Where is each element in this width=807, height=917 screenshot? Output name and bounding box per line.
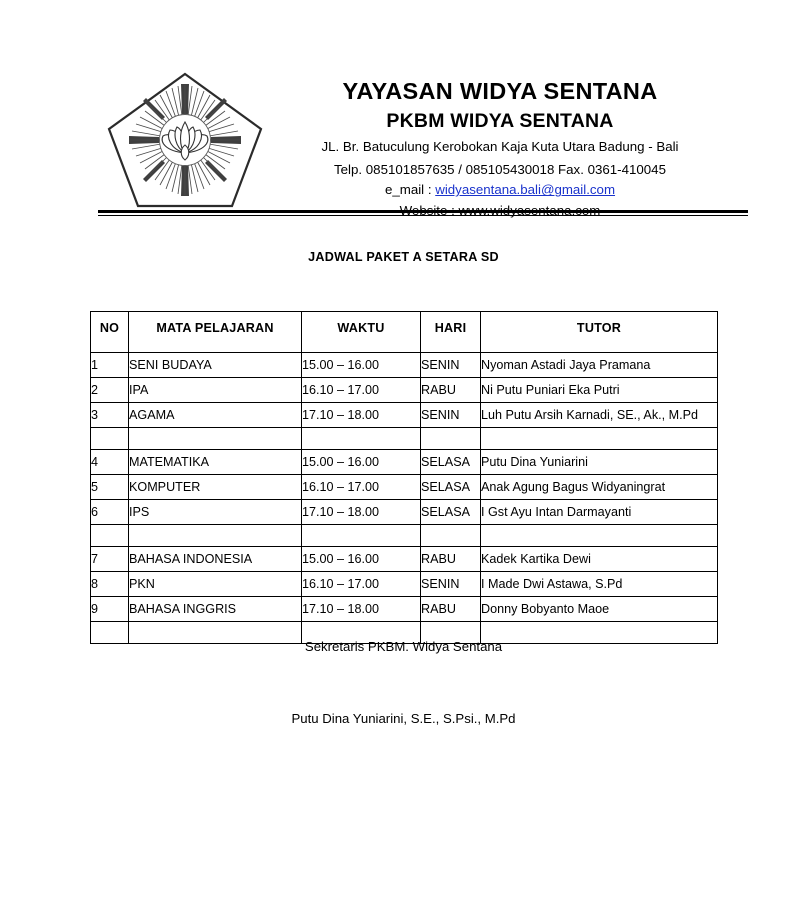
cell-tutor: Donny Bobyanto Maoe bbox=[481, 597, 718, 622]
cell-subject: PKN bbox=[129, 572, 302, 597]
cell-tutor bbox=[481, 525, 718, 547]
column-header-waktu: WAKTU bbox=[302, 312, 421, 353]
table-spacer-row bbox=[91, 428, 718, 450]
cell-subject: AGAMA bbox=[129, 403, 302, 428]
cell-subject: BAHASA INGGRIS bbox=[129, 597, 302, 622]
document-title: JADWAL PAKET A SETARA SD bbox=[308, 250, 499, 264]
cell-day: RABU bbox=[421, 597, 481, 622]
institution-name: PKBM WIDYA SENTANA bbox=[386, 109, 614, 132]
cell-subject: KOMPUTER bbox=[129, 475, 302, 500]
cell-subject: MATEMATIKA bbox=[129, 450, 302, 475]
cell-no bbox=[91, 428, 129, 450]
email-link[interactable]: widyasentana.bali@gmail.com bbox=[435, 182, 616, 198]
cell-time: 16.10 – 17.00 bbox=[302, 475, 421, 500]
cell-tutor: I Gst Ayu Intan Darmayanti bbox=[481, 500, 718, 525]
table-row bbox=[91, 353, 718, 378]
cell-tutor: Kadek Kartika Dewi bbox=[481, 547, 718, 572]
cell-subject: IPA bbox=[129, 378, 302, 403]
table-row bbox=[91, 475, 718, 500]
cell-subject bbox=[129, 428, 302, 450]
cell-tutor: Ni Putu Puniari Eka Putri bbox=[481, 378, 718, 403]
cell-no: 8 bbox=[91, 572, 129, 597]
cell-no: 2 bbox=[91, 378, 129, 403]
cell-time bbox=[302, 525, 421, 547]
column-header-tutor: TUTOR bbox=[481, 312, 718, 353]
phone-line: Telp. 085101857635 / 085105430018 Fax. 0361-410045 bbox=[334, 162, 666, 178]
table-spacer-row bbox=[91, 525, 718, 547]
cell-no: 6 bbox=[91, 500, 129, 525]
cell-day: RABU bbox=[421, 547, 481, 572]
letterhead bbox=[0, 0, 807, 232]
letterhead-rule-thin bbox=[98, 215, 748, 216]
cell-tutor bbox=[481, 428, 718, 450]
cell-tutor: Putu Dina Yuniarini bbox=[481, 450, 718, 475]
cell-tutor: Nyoman Astadi Jaya Pramana bbox=[481, 353, 718, 378]
cell-time: 17.10 – 18.00 bbox=[302, 597, 421, 622]
schedule-table-body bbox=[91, 353, 718, 644]
cell-time bbox=[302, 428, 421, 450]
cell-day bbox=[421, 428, 481, 450]
cell-time: 16.10 – 17.00 bbox=[302, 572, 421, 597]
cell-tutor: Luh Putu Arsih Karnadi, SE., Ak., M.Pd bbox=[481, 403, 718, 428]
table-header-row bbox=[91, 312, 718, 353]
table-row bbox=[91, 500, 718, 525]
cell-time: 15.00 – 16.00 bbox=[302, 353, 421, 378]
column-header-mapel: MATA PELAJARAN bbox=[129, 312, 302, 353]
cell-no: 9 bbox=[91, 597, 129, 622]
signature-name: Putu Dina Yuniarini, S.E., S.Psi., M.Pd bbox=[291, 711, 516, 727]
cell-no: 5 bbox=[91, 475, 129, 500]
organization-name: YAYASAN WIDYA SENTANA bbox=[342, 78, 658, 104]
table-row bbox=[91, 572, 718, 597]
email-label: e_mail : bbox=[384, 182, 436, 198]
cell-tutor: I Made Dwi Astawa, S.Pd bbox=[481, 572, 718, 597]
cell-time: 16.10 – 17.00 bbox=[302, 378, 421, 403]
signature-role: Sekretaris PKBM. Widya Sentana bbox=[304, 639, 503, 654]
cell-no: 4 bbox=[91, 450, 129, 475]
cell-subject bbox=[129, 525, 302, 547]
cell-day bbox=[421, 525, 481, 547]
cell-subject: IPS bbox=[129, 500, 302, 525]
cell-day: SELASA bbox=[421, 500, 481, 525]
cell-day: RABU bbox=[421, 378, 481, 403]
column-header-no: NO bbox=[91, 312, 129, 353]
cell-time: 15.00 – 16.00 bbox=[302, 450, 421, 475]
cell-day: SENIN bbox=[421, 353, 481, 378]
cell-time: 17.10 – 18.00 bbox=[302, 500, 421, 525]
email-line bbox=[280, 180, 720, 200]
address-line: JL. Br. Batuculung Kerobokan Kaja Kuta Utara Badung - Bali bbox=[321, 139, 679, 155]
table-row bbox=[91, 378, 718, 403]
cell-no bbox=[91, 525, 129, 547]
table-row bbox=[91, 403, 718, 428]
cell-tutor: Anak Agung Bagus Widyaningrat bbox=[481, 475, 718, 500]
cell-no: 7 bbox=[91, 547, 129, 572]
cell-day: SENIN bbox=[421, 572, 481, 597]
schedule-table bbox=[90, 311, 718, 644]
table-row bbox=[91, 597, 718, 622]
pentagon-lotus-star-logo bbox=[104, 68, 266, 210]
cell-day: SELASA bbox=[421, 475, 481, 500]
cell-subject: BAHASA INDONESIA bbox=[129, 547, 302, 572]
cell-no: 3 bbox=[91, 403, 129, 428]
cell-day: SELASA bbox=[421, 450, 481, 475]
signature-block bbox=[0, 638, 807, 729]
organization-text-block bbox=[280, 78, 720, 221]
cell-time: 15.00 – 16.00 bbox=[302, 547, 421, 572]
column-header-hari: HARI bbox=[421, 312, 481, 353]
letterhead-rule-thick bbox=[98, 210, 748, 213]
cell-day: SENIN bbox=[421, 403, 481, 428]
cell-subject: SENI BUDAYA bbox=[129, 353, 302, 378]
cell-no: 1 bbox=[91, 353, 129, 378]
table-row bbox=[91, 450, 718, 475]
table-row bbox=[91, 547, 718, 572]
cell-time: 17.10 – 18.00 bbox=[302, 403, 421, 428]
